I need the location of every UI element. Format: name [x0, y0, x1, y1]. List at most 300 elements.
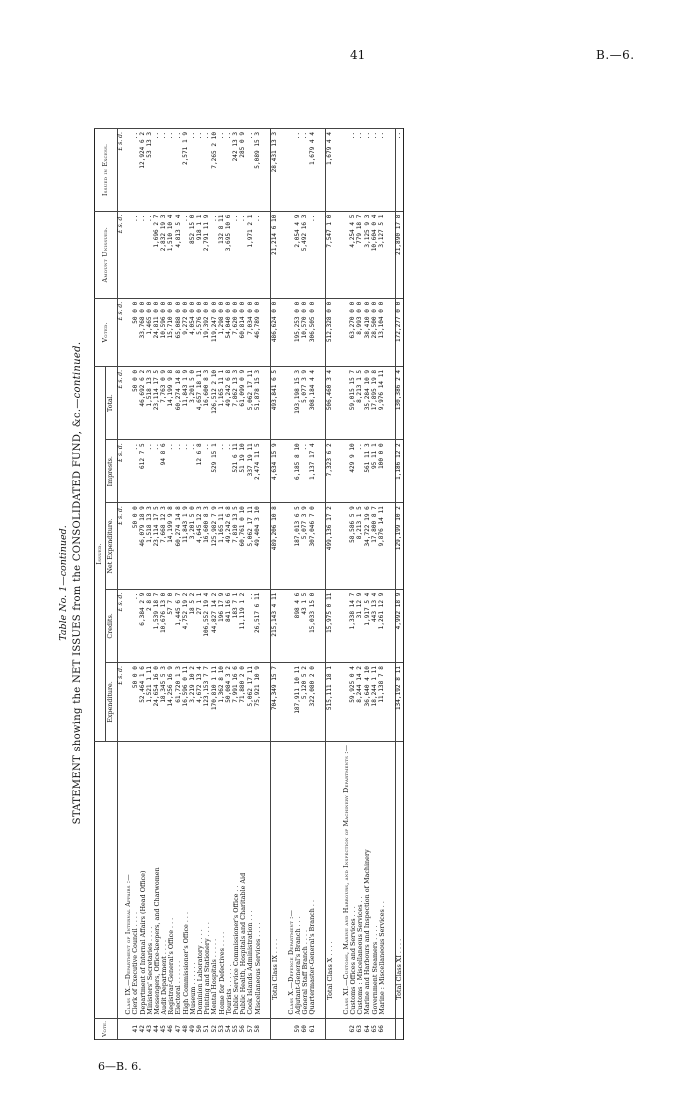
amount-cell: 28,500 0 0 [371, 298, 378, 366]
vote-number: 55 [233, 1018, 240, 1039]
amount-cell: 5,062 17 11 [247, 366, 254, 439]
header-description [95, 741, 118, 1018]
amount-cell: .. [378, 129, 385, 212]
amount-cell: 132 8 11 [218, 211, 225, 298]
amount-cell: 14,256 16 9 [168, 663, 175, 742]
amount-cell [125, 663, 132, 742]
vote-number: 46 [168, 1018, 175, 1039]
amount-cell [125, 298, 132, 366]
row-description: Customs : Miscellaneous Services . . [357, 741, 364, 1018]
amount-cell: 1,338 14 7 [350, 589, 357, 662]
amount-cell: 10,676 13 0 [161, 589, 168, 662]
amount-cell: 1,518 13 3 [146, 366, 153, 439]
amount-cell [279, 440, 288, 503]
spacer-row [261, 129, 271, 1040]
row-description: Ministers' Secretaries . . . . [146, 741, 153, 1018]
amount-cell: 100 0 0 [378, 440, 385, 503]
amount-cell: .. [254, 211, 261, 298]
amount-cell [333, 211, 342, 298]
amount-cell: 49,242 6 8 [225, 503, 232, 589]
amount-cell: 16,600 8 3 [204, 503, 211, 589]
amount-cell: 51 19 10 [240, 440, 247, 503]
amount-cell: 170,810 1 11 [211, 663, 218, 742]
row-description: Total Class XI . . . . [395, 741, 403, 1018]
amount-cell [386, 663, 396, 742]
table-subtitle [72, 118, 83, 1048]
amount-cell: 1,465 0 0 [146, 298, 153, 366]
amount-cell: .. [182, 211, 189, 298]
amount-cell [279, 589, 288, 662]
table-row [197, 129, 204, 1040]
amount-cell: 9,876 14 11 [378, 503, 385, 589]
amount-cell: 9,976 14 11 [378, 366, 385, 439]
amount-cell [279, 211, 288, 298]
row-description: Class XI.—Customs, Marine and Harbours, and Inspection of Machinery Departments :— [342, 741, 349, 1018]
amount-cell: 6,384 2 9 [139, 589, 146, 662]
amount-cell: 2,791 11 9 [204, 211, 211, 298]
amount-cell: 7,034 0 0 [247, 298, 254, 366]
table-row [309, 129, 316, 1040]
amount-cell: 7,323 6 2 [326, 440, 334, 503]
vote-number: 57 [247, 1018, 254, 1039]
amount-cell: 11,843 1 9 [182, 366, 189, 439]
amount-cell: 918 1 1 [197, 211, 204, 298]
spacer-row [386, 129, 396, 1040]
rotated-table-page [58, 118, 578, 1048]
amount-cell: 489,206 10 8 [271, 503, 279, 589]
amount-cell: 49,404 3 10 [254, 503, 261, 589]
table-row [168, 129, 175, 1040]
amount-cell: 9,272 0 0 [182, 298, 189, 366]
page-reference: B.—6. [596, 48, 635, 62]
amount-cell: 24,811 0 0 [154, 298, 161, 366]
amount-cell: 4,752 19 2 [182, 589, 189, 662]
amount-cell [316, 663, 326, 742]
amount-cell: 50,084 3 2 [225, 663, 232, 742]
table-row [247, 129, 254, 1040]
amount-cell: 12 6 8 [197, 440, 204, 503]
row-description: Government Steamers . . . . [371, 741, 378, 1018]
row-description: Registrar-General's Office . . . [168, 741, 175, 1018]
amount-cell: 5,120 5 2 [302, 663, 309, 742]
amount-cell: 306,505 0 0 [309, 298, 316, 366]
table-row [161, 129, 168, 1040]
amount-cell: .. [154, 129, 161, 212]
vote-number: 50 [197, 1018, 204, 1039]
amount-cell: .. [395, 129, 403, 212]
amount-cell: .. [295, 129, 302, 212]
amount-cell: 16,596 0 11 [182, 663, 189, 742]
subtitle-continued: continued. [72, 341, 83, 399]
header-amount-unissued: Amount Unissued. [95, 211, 118, 298]
vote-number: 42 [139, 1018, 146, 1039]
vote-number: 51 [204, 1018, 211, 1039]
amount-cell [261, 211, 271, 298]
amount-cell: 123,153 7 7 [204, 663, 211, 742]
amount-cell: 35,284 10 9 [364, 366, 371, 439]
amount-cell: 5,062 17 11 [247, 663, 254, 742]
header-net-expenditure: Net Expenditure. [106, 503, 117, 589]
vote-number: 65 [371, 1018, 378, 1039]
amount-cell [386, 211, 396, 298]
amount-cell: 46,079 18 9 [139, 503, 146, 589]
amount-cell: 46,692 6 2 [139, 366, 146, 439]
amount-cell: .. [154, 440, 161, 503]
amount-cell: 13,104 0 0 [378, 298, 385, 366]
amount-cell: 7,547 1 0 [326, 211, 334, 298]
amount-cell: .. [132, 211, 139, 298]
vote-number [125, 1018, 132, 1039]
amount-cell: 7,862 13 3 [233, 366, 240, 439]
amount-cell: 43 1 5 [302, 589, 309, 662]
amount-cell: 6,185 8 10 [295, 440, 302, 503]
amount-cell: 1,679 4 4 [326, 129, 334, 212]
amount-cell: .. [132, 129, 139, 212]
row-description: Home for Defectives . . . . [218, 741, 225, 1018]
class-header-row [288, 129, 295, 1040]
amount-cell: 71,880 2 0 [240, 663, 247, 742]
amount-cell: 1,137 17 4 [309, 440, 316, 503]
amount-cell: 215,143 4 11 [271, 589, 279, 662]
amount-cell: 529 15 1 [211, 440, 218, 503]
amount-cell [261, 589, 271, 662]
total-row [271, 129, 279, 1040]
amount-cell: 285 0 9 [240, 129, 247, 212]
row-description: Total Class IX . . . . [271, 741, 279, 1018]
amount-cell: 1,165 11 1 [218, 366, 225, 439]
amount-cell: 8,213 1 5 [357, 366, 364, 439]
amount-cell: 1,521 1 11 [146, 663, 153, 742]
amount-cell: .. [175, 440, 182, 503]
spacer-row [279, 129, 288, 1040]
amount-cell: 31 12 9 [357, 589, 364, 662]
vote-number: 66 [378, 1018, 385, 1039]
table-body [117, 129, 403, 1040]
table-row [204, 129, 211, 1040]
header-issued-in-excess: Issued in Excess. [95, 129, 118, 212]
amount-cell: 1,186 12 2 [395, 440, 403, 503]
amount-cell: 521 6 11 [233, 440, 240, 503]
spacer-row [316, 129, 326, 1040]
table-row [254, 129, 261, 1040]
amount-cell: 24,654 16 0 [154, 663, 161, 742]
vote-number [326, 1018, 334, 1039]
page-footer: 6—B. 6. [98, 1060, 142, 1073]
amount-cell: 852 15 0 [189, 211, 196, 298]
amount-cell: 23,114 17 5 [154, 503, 161, 589]
amount-cell: 1,518 13 3 [146, 503, 153, 589]
row-description [386, 741, 396, 1018]
amount-cell: 7,991 16 6 [233, 663, 240, 742]
header-expenditure: Expenditure. [106, 663, 117, 742]
amount-cell: 50 0 0 [132, 298, 139, 366]
amount-cell: £ s. d. [117, 663, 125, 742]
row-description: General Staff Branch . . . . [302, 741, 309, 1018]
amount-cell: 36,640 4 10 [364, 663, 371, 742]
amount-cell [342, 129, 349, 212]
amount-cell: 10,570 0 0 [302, 298, 309, 366]
row-description: Clerk of Executive Council . . . . [132, 741, 139, 1018]
amount-cell: 61,099 0 9 [240, 366, 247, 439]
amount-cell: .. [357, 129, 364, 212]
amount-cell: .. [302, 129, 309, 212]
amount-cell: 15,975 0 11 [326, 589, 334, 662]
amount-cell: 187,911 10 11 [295, 663, 302, 742]
amount-cell: 61,720 1 3 [175, 663, 182, 742]
amount-cell: 8,244 14 2 [357, 663, 364, 742]
row-description: Public Health, Hospitals and Charitable Aid [240, 741, 247, 1018]
table-row [240, 129, 247, 1040]
amount-cell: 26,517 6 11 [254, 589, 261, 662]
amount-cell: 308,184 4 4 [309, 366, 316, 439]
amount-cell: .. [146, 211, 153, 298]
amount-cell [333, 440, 342, 503]
amount-cell: 4,672 13 4 [197, 663, 204, 742]
vote-number: 63 [357, 1018, 364, 1039]
amount-cell: .. [182, 440, 189, 503]
amount-cell [279, 366, 288, 439]
header-vote: Vote. [95, 1018, 118, 1039]
amount-cell: 44,827 14 2 [211, 589, 218, 662]
amount-cell: 512,328 0 0 [326, 298, 334, 366]
amount-cell: 704,349 15 7 [271, 663, 279, 742]
class-header-row [342, 129, 349, 1040]
row-description: Class X.—Defence Department :— [288, 741, 295, 1018]
amount-cell: .. [371, 129, 378, 212]
amount-cell: 4,645 12 3 [197, 503, 204, 589]
table-row [139, 129, 146, 1040]
amount-cell: 1,362 8 10 [218, 663, 225, 742]
amount-cell: 95 11 1 [371, 440, 378, 503]
amount-cell [125, 211, 132, 298]
amount-cell: .. [225, 129, 232, 212]
table-row [189, 129, 196, 1040]
amount-cell: 193,198 15 3 [295, 366, 302, 439]
amount-cell [316, 129, 326, 212]
amount-cell: 5,062 17 11 [247, 503, 254, 589]
header-total: Total. [106, 366, 117, 439]
amount-cell: 4,634 15 9 [271, 440, 279, 503]
vote-number: 59 [295, 1018, 302, 1039]
amount-cell: .. [168, 440, 175, 503]
vote-number: 60 [302, 1018, 309, 1039]
vote-number: 41 [132, 1018, 139, 1039]
amount-cell [386, 503, 396, 589]
amount-cell [125, 503, 132, 589]
vote-number [117, 1018, 125, 1039]
amount-cell: 125,982 7 9 [211, 503, 218, 589]
amount-cell [279, 129, 288, 212]
amount-cell: 898 4 6 [295, 589, 302, 662]
row-description: Marine and Harbours and Inspection of Machinery [364, 741, 371, 1018]
amount-cell [333, 589, 342, 662]
amount-cell: 14,199 9 8 [168, 503, 175, 589]
amount-cell: 33,768 0 0 [139, 298, 146, 366]
amount-cell [333, 366, 342, 439]
amount-cell: 12,924 6 2 [139, 129, 146, 212]
amount-cell [316, 298, 326, 366]
amount-cell: 1,917 5 4 [364, 589, 371, 662]
amount-cell: 1,445 6 7 [175, 589, 182, 662]
amount-cell: 506,460 3 4 [326, 366, 334, 439]
vote-number: 64 [364, 1018, 371, 1039]
amount-cell: .. [146, 440, 153, 503]
table-row [378, 129, 385, 1040]
amount-cell: 1,971 2 1 [247, 211, 254, 298]
amount-cell: .. [175, 129, 182, 212]
amount-cell: 34,722 19 6 [364, 503, 371, 589]
amount-cell [261, 440, 271, 503]
amount-cell: .. [364, 129, 371, 212]
vote-number [333, 1018, 342, 1039]
amount-cell: .. [357, 440, 364, 503]
amount-cell: 60,761 0 10 [240, 503, 247, 589]
amount-cell: .. [247, 589, 254, 662]
amount-cell [386, 440, 396, 503]
vote-number: 45 [161, 1018, 168, 1039]
amount-cell: 21,890 17 8 [395, 211, 403, 298]
amount-cell [386, 129, 396, 212]
table-row [154, 129, 161, 1040]
amount-cell: 52,464 1 6 [139, 663, 146, 742]
amount-cell: 27 1 1 [197, 589, 204, 662]
amount-cell [261, 129, 271, 212]
amount-cell [125, 440, 132, 503]
table-row [295, 129, 302, 1040]
amount-cell: .. [309, 211, 316, 298]
net-issues-table [94, 128, 404, 1040]
amount-cell: £ s. d. [117, 589, 125, 662]
vote-number: 58 [254, 1018, 261, 1039]
amount-cell: 3,695 10 6 [225, 211, 232, 298]
amount-cell: 4,813 5 4 [175, 211, 182, 298]
amount-cell: 1,696 2 7 [154, 211, 161, 298]
amount-cell: .. [168, 129, 175, 212]
row-description: Messengers, Office-keepers, and Charwomen [154, 741, 161, 1018]
amount-cell: 75,921 10 9 [254, 663, 261, 742]
amount-cell: .. [233, 211, 240, 298]
amount-cell: 50 0 0 [132, 366, 139, 439]
amount-cell: 5,576 0 0 [197, 298, 204, 366]
amount-cell: 7,810 13 5 [233, 503, 240, 589]
amount-cell: 337 19 11 [247, 440, 254, 503]
amount-cell: 8,993 0 0 [357, 298, 364, 366]
amount-cell: 60,274 14 8 [175, 366, 182, 439]
amount-cell: 443 13 4 [371, 589, 378, 662]
amount-cell: .. [189, 440, 196, 503]
vote-number [395, 1018, 403, 1039]
amount-cell [279, 298, 288, 366]
vote-number: 56 [240, 1018, 247, 1039]
total-row [395, 129, 403, 1040]
amount-cell [333, 503, 342, 589]
row-description [316, 741, 326, 1018]
amount-cell [125, 366, 132, 439]
amount-cell: 59,925 0 4 [350, 663, 357, 742]
amount-cell: 429 9 10 [350, 440, 357, 503]
amount-cell: 46,789 0 0 [254, 298, 261, 366]
amount-cell: 172,277 0 0 [395, 298, 403, 366]
amount-cell: 3,201 5 0 [189, 366, 196, 439]
amount-cell: 2,474 11 5 [254, 440, 261, 503]
table-title: Table No. 1—continued. [58, 525, 69, 641]
amount-cell: 5,492 16 3 [302, 211, 309, 298]
amount-cell [333, 129, 342, 212]
row-description: Adjutant-General's Branch . . . [295, 741, 302, 1018]
amount-cell: 612 7 5 [139, 440, 146, 503]
amount-cell: 5,077 3 9 [302, 366, 309, 439]
amount-cell: 515,111 18 1 [326, 663, 334, 742]
amount-cell: 18 5 2 [189, 589, 196, 662]
page-number: 41 [350, 48, 366, 62]
amount-cell: 19,392 0 0 [204, 298, 211, 366]
amount-cell [316, 503, 326, 589]
amount-cell: 7,620 0 0 [233, 298, 240, 366]
amount-cell: 779 18 7 [357, 211, 364, 298]
amount-cell: 4,992 18 9 [395, 589, 403, 662]
amount-cell: 8,213 1 5 [357, 503, 364, 589]
row-description: Miscellaneous Services . . . . [254, 741, 261, 1018]
amount-cell: 187,013 6 5 [295, 503, 302, 589]
amount-cell: 130,386 2 4 [395, 366, 403, 439]
amount-cell: .. [302, 440, 309, 503]
amount-cell: 7,265 2 10 [211, 129, 218, 212]
amount-cell: .. [218, 129, 225, 212]
amount-cell [316, 211, 326, 298]
amount-cell: .. [189, 129, 196, 212]
table-row [218, 129, 225, 1040]
amount-cell [316, 366, 326, 439]
amount-cell: £ s. d. [117, 211, 125, 298]
amount-cell: 195,253 0 0 [295, 298, 302, 366]
vote-number: 49 [189, 1018, 196, 1039]
amount-cell: .. [132, 440, 139, 503]
vote-number: 48 [182, 1018, 189, 1039]
amount-cell: 58,586 5 9 [350, 503, 357, 589]
amount-cell: 1,165 11 1 [218, 503, 225, 589]
amount-cell [386, 298, 396, 366]
amount-cell: 3,127 5 1 [378, 211, 385, 298]
amount-cell [386, 366, 396, 439]
amount-cell: 126,512 2 10 [211, 366, 218, 439]
table-row [211, 129, 218, 1040]
header-issued: Issued. [95, 366, 106, 741]
amount-cell: 5,077 3 9 [302, 503, 309, 589]
row-description: Dominion Laboratory . . . . [197, 741, 204, 1018]
amount-cell: 1,510 10 4 [168, 211, 175, 298]
amount-cell: 561 11 3 [364, 440, 371, 503]
amount-cell: 322,080 2 0 [309, 663, 316, 742]
amount-cell: 134,192 8 11 [395, 663, 403, 742]
amount-cell: .. [225, 440, 232, 503]
amount-cell [316, 589, 326, 662]
amount-cell: 4,254 4 5 [350, 211, 357, 298]
amount-cell: .. [218, 440, 225, 503]
amount-cell: 94 8 6 [161, 440, 168, 503]
amount-cell: 28,431 13 3 [271, 129, 279, 212]
vote-number [386, 1018, 396, 1039]
table-row [182, 129, 189, 1040]
amount-cell: 50 0 0 [132, 663, 139, 742]
amount-cell [386, 589, 396, 662]
row-description [261, 741, 271, 1018]
amount-cell: 2 8 8 [146, 589, 153, 662]
row-description: Audit Department . . . . [161, 741, 168, 1018]
amount-cell [125, 589, 132, 662]
amount-cell [288, 129, 295, 212]
amount-cell: 183 7 1 [233, 589, 240, 662]
row-description: Cook Islands Administration . . . [247, 741, 254, 1018]
